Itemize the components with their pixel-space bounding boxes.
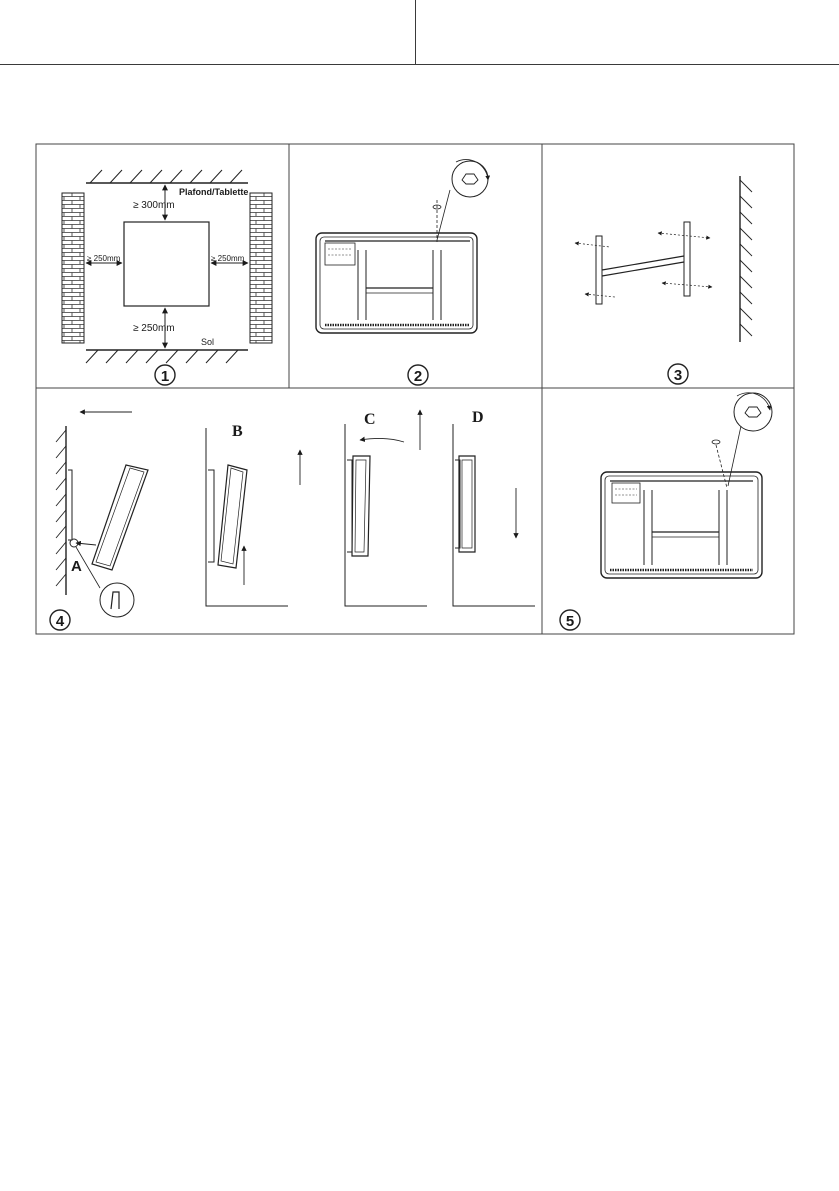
left-clearance-label: ≥ 250mm bbox=[87, 254, 121, 263]
ceiling-label: Plafond/Tablette bbox=[179, 187, 249, 197]
step-number-1: 1 bbox=[160, 368, 170, 385]
panel-2-heater-back bbox=[316, 160, 488, 333]
panel-3-bracket bbox=[575, 176, 752, 342]
step-d-label: D bbox=[472, 409, 484, 426]
panel-5-secure bbox=[601, 393, 772, 578]
panel-1-clearances bbox=[62, 170, 272, 385]
step-number-5: 5 bbox=[565, 613, 575, 630]
step-number-3: 3 bbox=[673, 367, 683, 384]
figure-frame bbox=[36, 144, 794, 634]
step-c-label: C bbox=[364, 411, 376, 428]
bottom-clearance-label: ≥ 250mm bbox=[133, 323, 175, 334]
step-number-4: 4 bbox=[55, 613, 65, 630]
top-clearance-label: ≥ 300mm bbox=[133, 200, 175, 211]
step-b-label: B bbox=[232, 423, 243, 440]
step-a-label: A bbox=[71, 558, 82, 575]
right-clearance-label: ≥ 250mm bbox=[211, 254, 245, 263]
floor-label: Sol bbox=[201, 337, 215, 347]
panel-4-hanging bbox=[56, 410, 535, 617]
step-number-2: 2 bbox=[413, 368, 423, 385]
